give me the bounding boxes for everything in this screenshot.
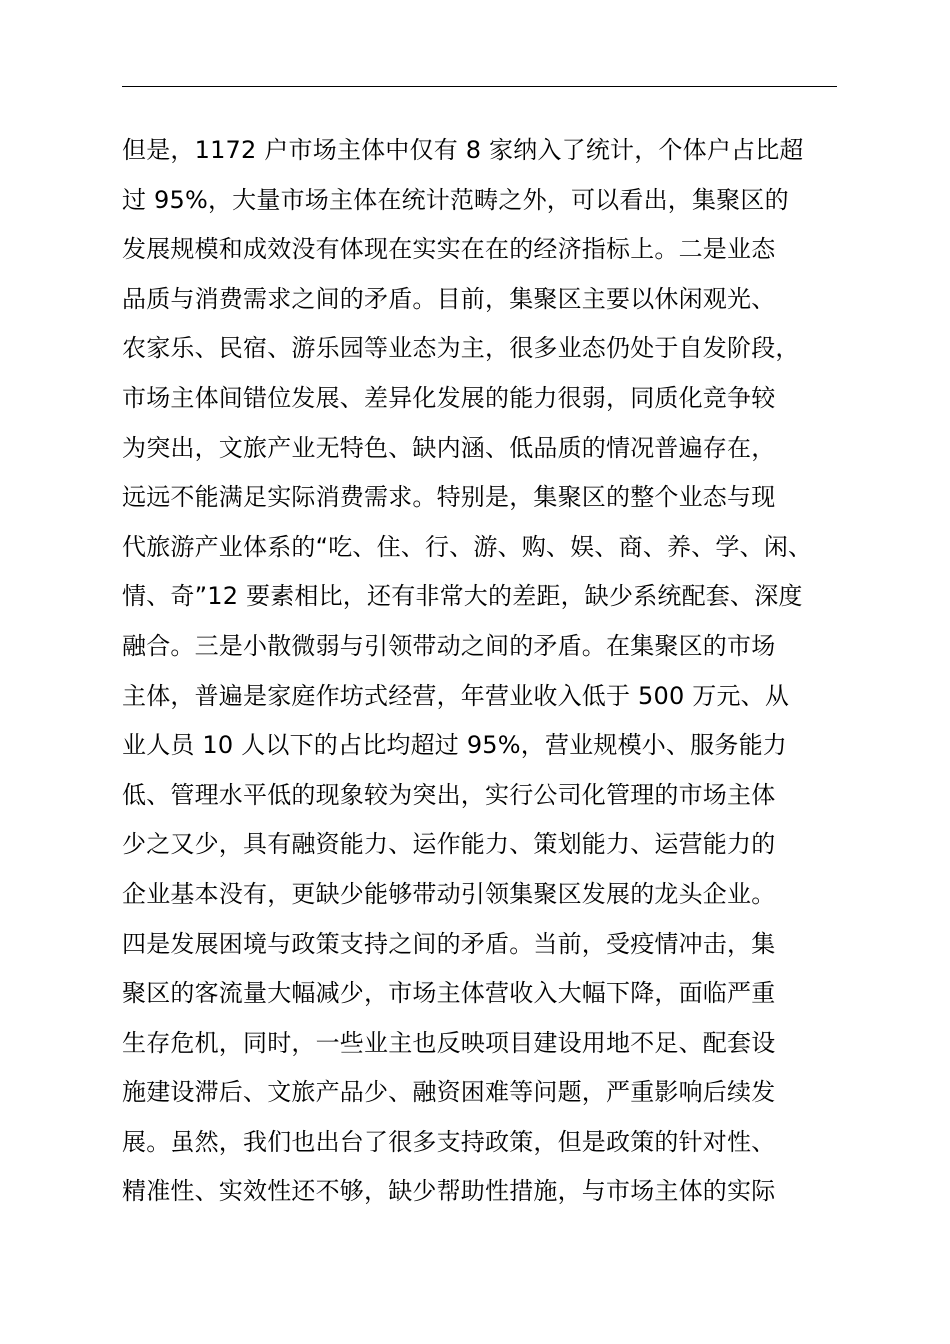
text-line: 市场主体间错位发展、差异化发展的能力很弱，同质化竞争较 [122,383,776,412]
text-line: 聚区的客流量大幅减少，市场主体营收入大幅下降，面临严重 [122,979,776,1008]
document-body [122,126,862,1217]
text-line: 农家乐、民宿、游乐园等业态为主，很多业态仍处于自发阶段， [122,334,800,363]
text-line: 业人员 10 人以下的占比均超过 95%，营业规模小、服务能力 [122,731,787,760]
text-line: 远远不能满足实际消费需求。特别是，集聚区的整个业态与现 [122,483,776,512]
text-line: 代旅游产业体系的“吃、住、行、游、购、娱、商、养、学、闲、 [122,532,813,561]
text-line: 融合。三是小散微弱与引领带动之间的矛盾。在集聚区的市场 [122,631,776,660]
text-line: 但是，1172 户市场主体中仅有 8 家纳入了统计，个体户占比超 [122,136,804,164]
text-line: 过 95%，大量市场主体在统计范畴之外，可以看出，集聚区的 [122,185,789,214]
text-line: 为突出，文旅产业无特色、缺内涵、低品质的情况普遍存在， [122,433,776,462]
header-divider [122,86,837,87]
text-line: 少之又少，具有融资能力、运作能力、策划能力、运营能力的 [122,830,776,859]
text-line: 低、管理水平低的现象较为突出，实行公司化管理的市场主体 [122,780,776,809]
text-line: 施建设滞后、文旅产品少、融资困难等问题，严重影响后续发 [122,1078,776,1107]
text-line: 精准性、实效性还不够，缺少帮助性措施，与市场主体的实际 [122,1177,776,1206]
text-line: 展。虽然，我们也出台了很多支持政策，但是政策的针对性、 [122,1127,776,1156]
text-line: 品质与消费需求之间的矛盾。目前，集聚区主要以休闲观光、 [122,284,776,313]
text-line: 发展规模和成效没有体现在实实在在的经济指标上。二是业态 [122,235,776,264]
text-line: 四是发展困境与政策支持之间的矛盾。当前，受疫情冲击，集 [122,929,776,958]
text-line: 情、奇”12 要素相比，还有非常大的差距，缺少系统配套、深度 [122,582,803,611]
text-line: 主体，普遍是家庭作坊式经营，年营业收入低于 500 万元、从 [122,681,790,710]
text-line: 企业基本没有，更缺少能够带动引领集聚区发展的龙头企业。 [122,879,776,908]
text-line: 生存危机，同时，一些业主也反映项目建设用地不足、配套设 [122,1028,776,1057]
